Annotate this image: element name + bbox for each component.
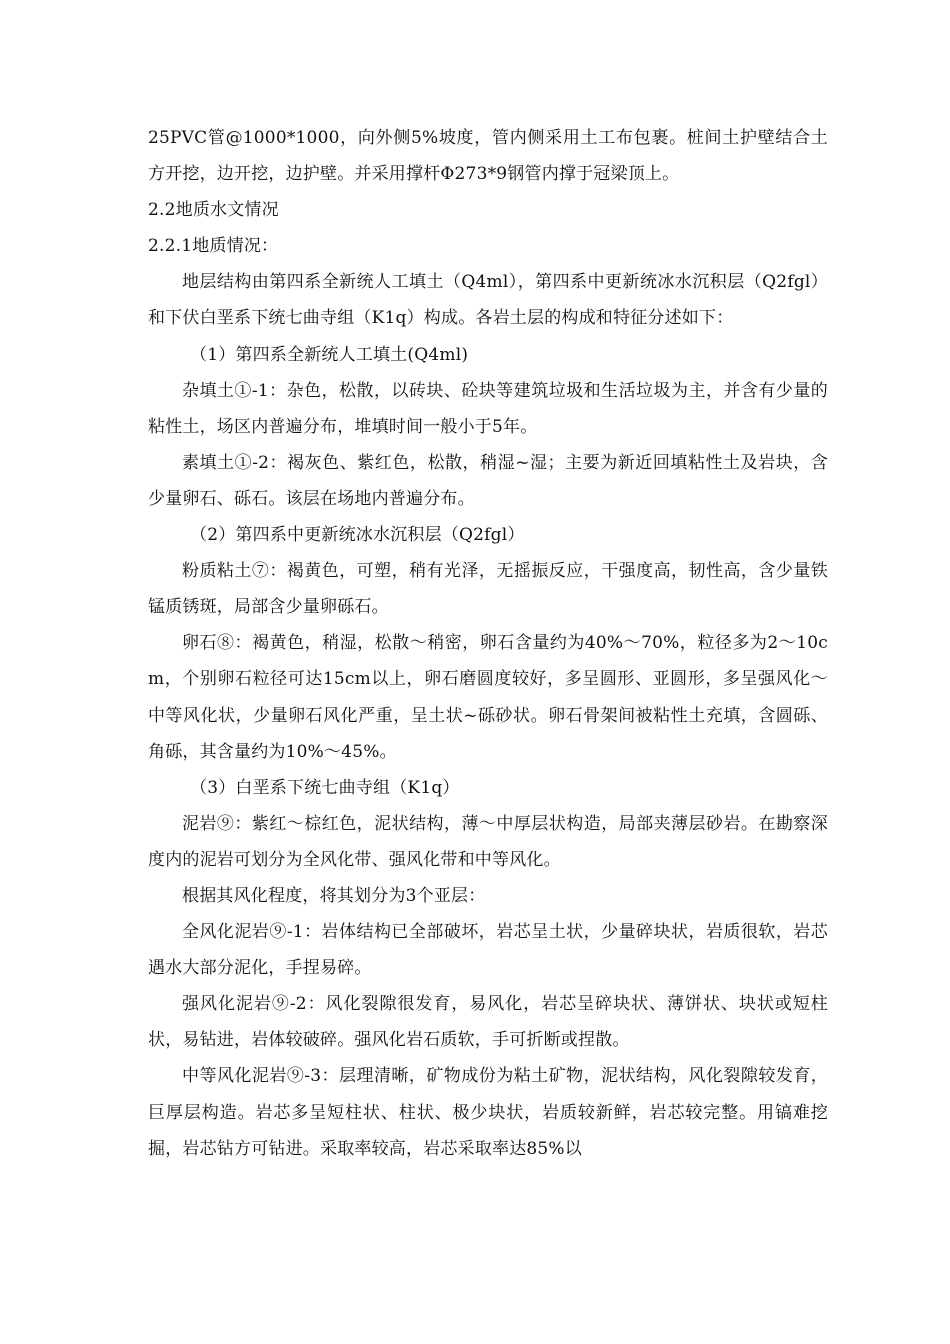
paragraph-mudstone: 泥岩⑨：紫红～棕红色，泥状结构，薄～中厚层状构造，局部夹薄层砂岩。在勘察深度内的泥岩可划分为全风化带、强风化带和中等风化。 (148, 813, 828, 870)
paragraph-plain-fill: 素填土①-2：褐灰色、紫红色，松散，稍湿~湿；主要为新近回填粘性土及岩块，含少量卵石、砾石。该层在场地内普遍分布。 (148, 452, 828, 509)
paragraph-continuation: 25PVC管@1000*1000，向外侧5%坡度，管内侧采用土工布包裹。桩间土护壁结合土方开挖，边开挖，边护壁。并采用撑杆Φ273*9钢管内撑于冠梁顶上。 (148, 128, 828, 185)
subheading-cretaceous: （3）白垩系下统七曲寺组（K1q） (190, 777, 460, 798)
document-body (148, 120, 828, 1167)
subheading-glacial-deposit: （2）第四系中更新统冰水沉积层（Q2fgl） (190, 525, 525, 546)
subheading-fill-layer: （1）第四系全新统人工填土(Q4ml) (190, 344, 469, 365)
paragraph-strata-intro: 地层结构由第四系全新统人工填土（Q4ml），第四系中更新统冰水沉积层（Q2fgl）和下伏白垩系下统七曲寺组（K1q）构成。各岩土层的构成和特征分述如下： (148, 272, 828, 329)
paragraph-fully-weathered: 全风化泥岩⑨-1：岩体结构已全部破坏，岩芯呈土状，少量碎块状，岩质很软，岩芯遇水大部分泥化，手捏易碎。 (148, 922, 828, 979)
section-heading-2-2: 2.2地质水文情况 (148, 200, 279, 221)
paragraph-sublayer-intro: 根据其风化程度，将其划分为3个亚层： (182, 885, 486, 906)
subsection-heading-2-2-1: 2.2.1地质情况： (148, 236, 279, 257)
paragraph-silty-clay: 粉质粘土⑦：褐黄色，可塑，稍有光泽，无摇振反应，干强度高，韧性高，含少量铁锰质锈斑，局部含少量卵砾石。 (148, 561, 828, 618)
paragraph-moderately-weathered: 中等风化泥岩⑨-3：层理清晰，矿物成份为粘土矿物，泥状结构，风化裂隙较发育，巨厚层构造。岩芯多呈短柱状、柱状、极少块状，岩质较新鲜，岩芯较完整。用镐难挖掘，岩芯钻方可钻进。采取率较高，岩芯采取率达85%以 (148, 1066, 828, 1159)
paragraph-cobble: 卵石⑧：褐黄色，稍湿，松散～稍密，卵石含量约为40%～70%，粒径多为2～10cm，个别卵石粒径可达15cm以上，卵石磨圆度较好，多呈圆形、亚圆形，多呈强风化～中等风化状，少量卵石风化严重，呈土状~砾砂状。卵石骨架间被粘性土充填，含圆砾、角砾，其含量约为10%～45%。 (148, 633, 828, 762)
paragraph-strongly-weathered: 强风化泥岩⑨-2：风化裂隙很发育，易风化，岩芯呈碎块状、薄饼状、块状或短柱状，易钻进，岩体较破碎。强风化岩石质软，手可折断或捏散。 (148, 994, 828, 1051)
paragraph-miscellaneous-fill: 杂填土①-1：杂色，松散，以砖块、砼块等建筑垃圾和生活垃圾为主，并含有少量的粘性土，场区内普遍分布，堆填时间一般小于5年。 (148, 380, 828, 437)
